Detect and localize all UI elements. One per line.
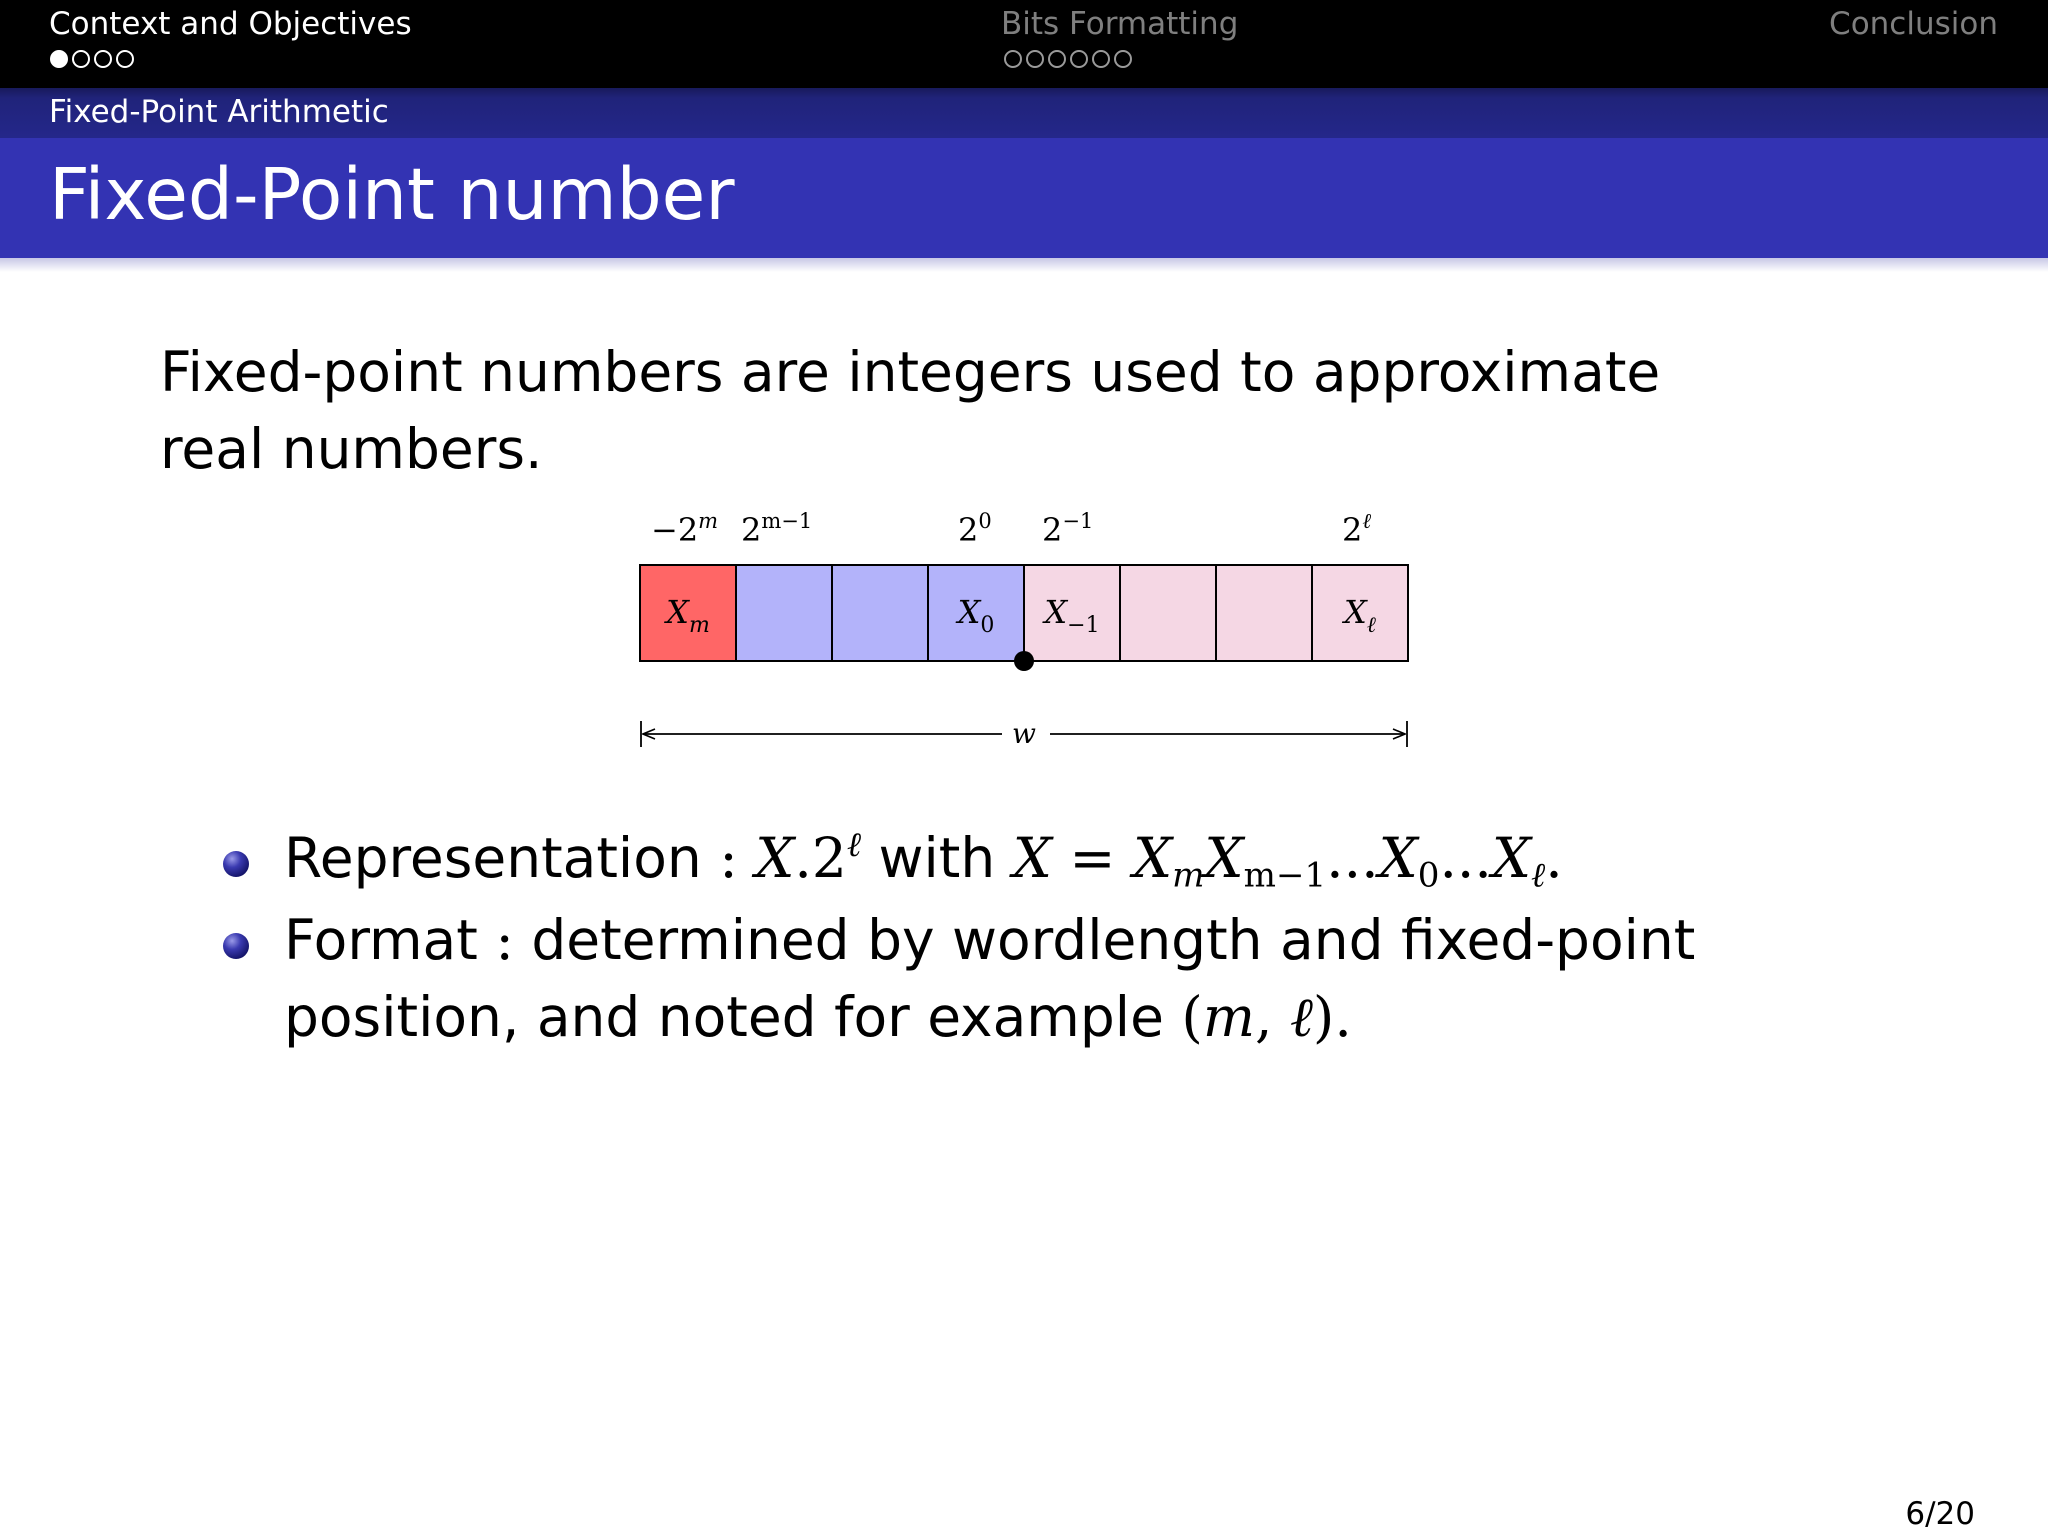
title-bar-shadow xyxy=(0,258,2048,272)
weight-label-second: $2^{m-1}$ xyxy=(741,509,813,549)
weight-label-lsb: $2^\ell$ xyxy=(1342,509,1372,549)
frame-dot-icon[interactable] xyxy=(50,50,68,68)
bit-cell-integer xyxy=(832,565,928,661)
frame-dot-icon[interactable] xyxy=(1070,50,1088,68)
bit-cell-label: $X_{-1}$ xyxy=(1044,593,1100,638)
weight-label-half: $2^{-1}$ xyxy=(1042,509,1094,549)
frame-dots-context xyxy=(50,50,134,68)
representation-with: with xyxy=(878,826,996,890)
fixed-point-bit-diagram xyxy=(630,505,1420,755)
page-number: 6/20 xyxy=(1905,1496,1975,1532)
bullet-format xyxy=(220,902,1870,1056)
binary-point xyxy=(1014,651,1034,671)
bit-cell-label: $X_\ell$ xyxy=(1344,593,1376,638)
frame-dot-icon[interactable] xyxy=(1092,50,1110,68)
section-navigation xyxy=(0,0,2048,88)
frame-dot-icon[interactable] xyxy=(94,50,112,68)
bullet-ball-icon xyxy=(223,851,249,877)
frame-dot-icon[interactable] xyxy=(72,50,90,68)
nav-section-bits-formatting[interactable]: Bits Formatting xyxy=(1001,6,1239,42)
weight-label-msb: $-2^m$ xyxy=(651,509,719,549)
slide-title: Fixed-Point number xyxy=(49,153,735,236)
format-separator: : xyxy=(495,908,514,972)
format-notation: (m, ℓ). xyxy=(1181,985,1352,1049)
bit-cell-label: $X_0$ xyxy=(957,593,995,638)
frame-dots-bits-formatting xyxy=(1004,50,1132,68)
frame-title-bar xyxy=(0,138,2048,258)
frame-dot-icon[interactable] xyxy=(1026,50,1044,68)
frame-dot-icon[interactable] xyxy=(116,50,134,68)
bit-cell-fraction xyxy=(1120,565,1216,661)
format-label: Format xyxy=(284,908,478,972)
bit-cell-fraction xyxy=(1216,565,1312,661)
nav-section-context-and-objectives[interactable]: Context and Objectives xyxy=(49,6,412,42)
wordlength-label: w xyxy=(1012,717,1036,750)
bit-cell-label: $X_m$ xyxy=(666,593,710,638)
weight-label-unit: $2^0$ xyxy=(958,509,992,549)
bullet-ball-icon xyxy=(223,933,249,959)
frame-dot-icon[interactable] xyxy=(1114,50,1132,68)
bullet-list xyxy=(220,820,1870,1056)
format-text: determined by wordlength and fixed-point position, and noted for example xyxy=(284,908,1696,1049)
representation-separator: : xyxy=(719,826,738,890)
subsection-title[interactable]: Fixed-Point Arithmetic xyxy=(49,94,389,130)
representation-formula: $X.2^\ell$ xyxy=(755,824,862,890)
bullet-representation xyxy=(220,820,1870,897)
bit-cell-integer xyxy=(736,565,832,661)
intro-text: Fixed-point numbers are integers used to approximate real numbers. xyxy=(160,340,1661,481)
subsection-bar xyxy=(0,88,2048,138)
frame-dot-icon[interactable] xyxy=(1004,50,1022,68)
nav-section-conclusion[interactable]: Conclusion xyxy=(1829,6,1998,42)
frame-dot-icon[interactable] xyxy=(1048,50,1066,68)
representation-expansion: $X = X_mX_{m-1}...X_0...X_\ell$. xyxy=(1012,826,1563,896)
representation-label: Representation xyxy=(284,826,702,890)
